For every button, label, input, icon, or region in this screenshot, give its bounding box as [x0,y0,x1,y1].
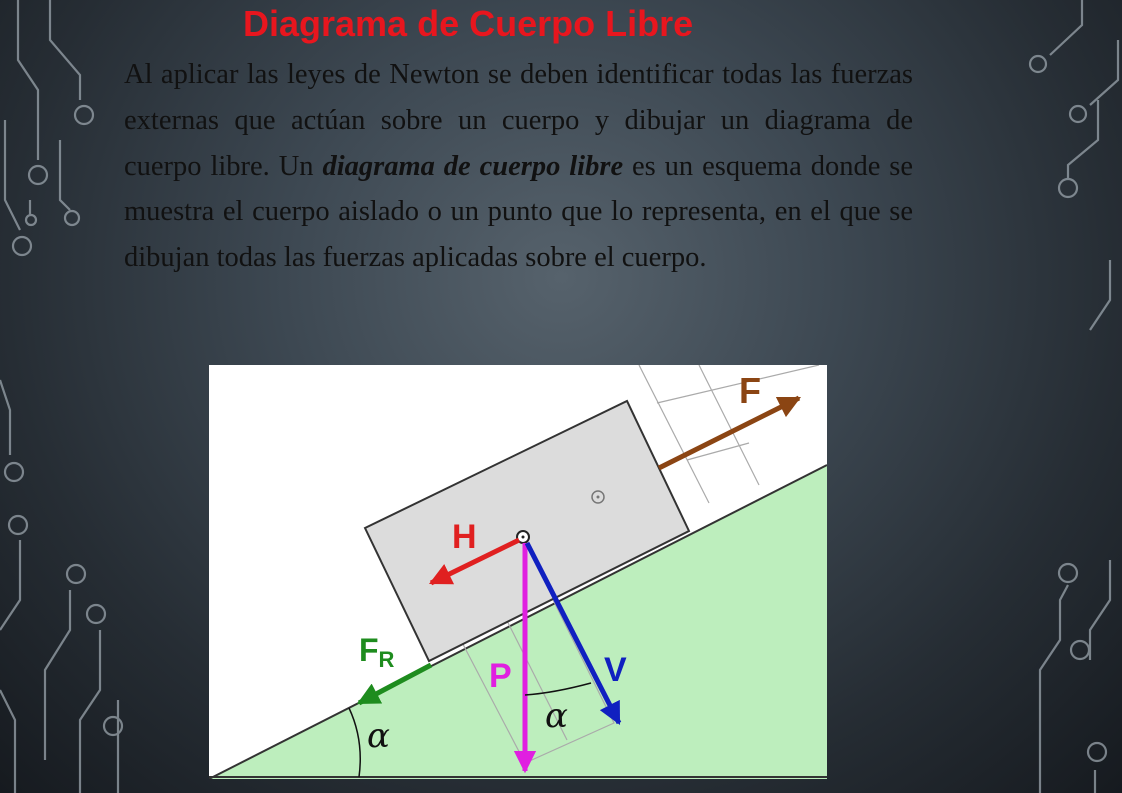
label-alpha-incline: α [367,716,390,756]
intro-paragraph [124,52,913,281]
guide-line [657,365,819,403]
free-body-diagram [209,365,827,779]
force-F-arrow [659,398,799,468]
label-FR-main: F [359,632,379,668]
paragraph-text-before: Al aplicar las leyes de Newton se deben identificar todas las fuerzas externas que actúan sobre un cuerpo y dibujar un diagrama de cuerpo libre. Un [124,59,913,182]
label-H: H [452,518,477,556]
label-FR [359,632,395,672]
paragraph-text-after: es un esquema donde se muestra el cuerpo aislado o un punto que lo representa, en el que se dibujan todas las fuerzas aplicadas sobre el cuerpo. [124,150,914,274]
application-point-dot [522,536,525,539]
label-F: F [739,370,761,411]
label-P: P [489,657,512,695]
label-FR-sub: R [378,647,395,672]
paragraph-emphasis: diagrama de cuerpo libre [322,150,624,182]
label-alpha-vector: α [545,696,568,736]
slide-title: Diagrama de Cuerpo Libre [243,3,694,44]
block-center-dot [597,496,600,499]
label-V: V [604,651,627,689]
